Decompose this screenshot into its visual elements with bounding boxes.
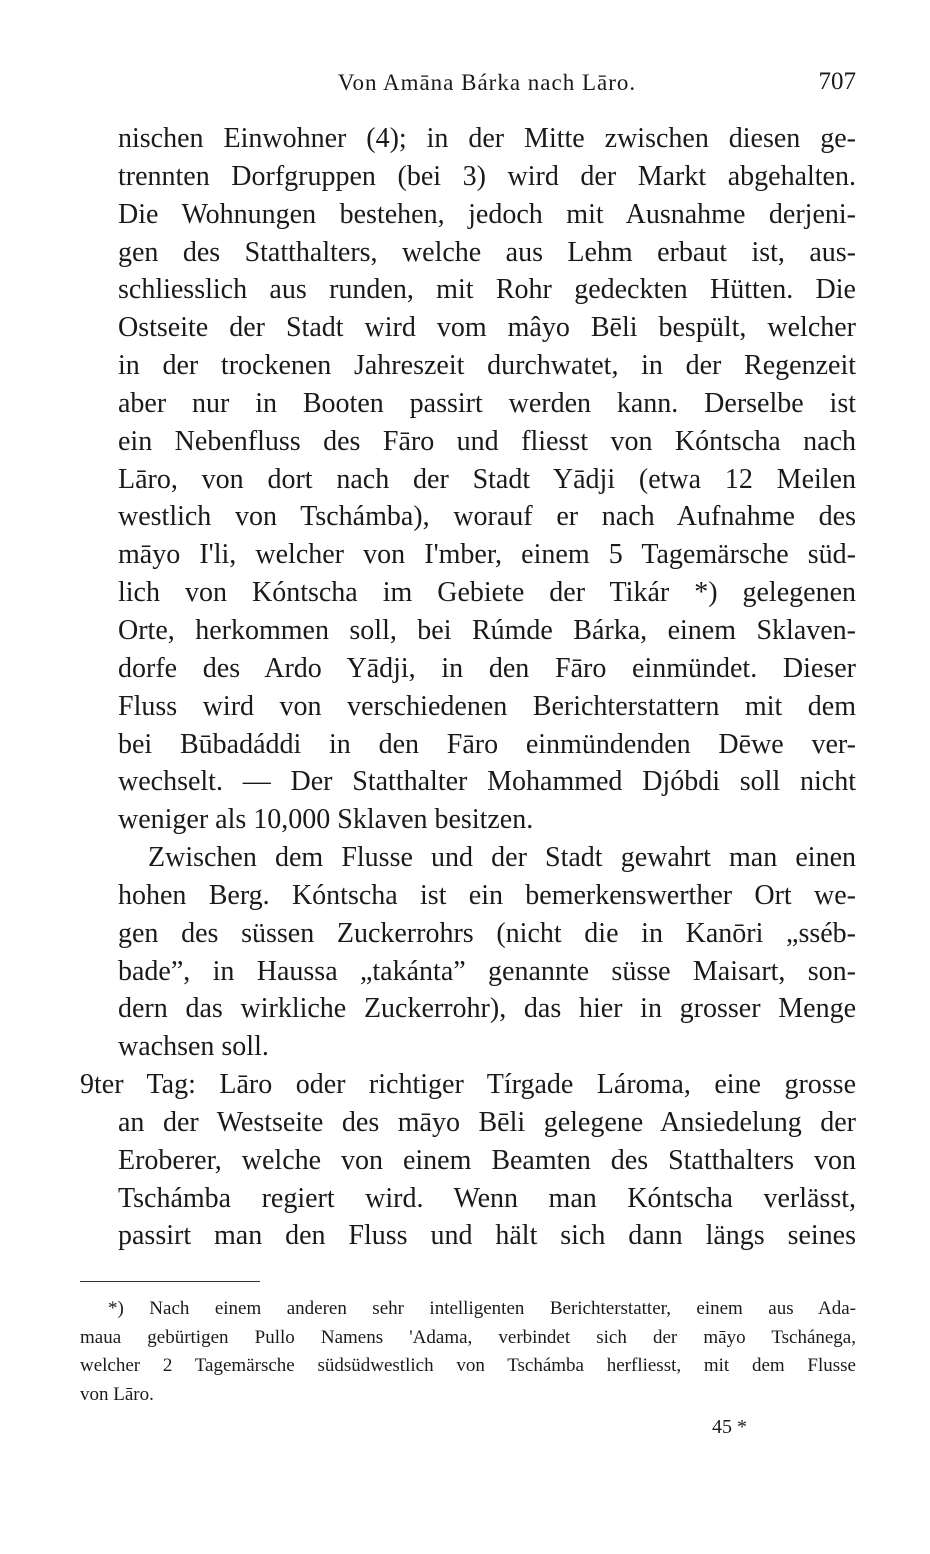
- text-line: dorfe des Ardo Yādji, in den Fāro einmündet. Dieser: [118, 652, 856, 684]
- text-line: Fluss wird von verschiedenen Berichterstattern mit dem: [118, 690, 856, 722]
- text-line: ein Nebenfluss des Fāro und fliesst von Kóntscha nach: [118, 425, 856, 457]
- text-line: in der trockenen Jahreszeit durchwatet, in der Regenzeit: [118, 350, 856, 382]
- footnote: [80, 1295, 856, 1409]
- text-line: wachsen soll.: [118, 1031, 269, 1063]
- text-line: bade”, in Haussa „takánta” genannte süsse Maisart, son-: [118, 955, 856, 987]
- text-line: an der Westseite des māyo Bēli gelegene Ansiedelung der: [118, 1106, 856, 1138]
- text-line: Die Wohnungen bestehen, jedoch mit Ausnahme derjeni-: [118, 198, 856, 230]
- text-line: dern das wirkliche Zuckerrohr), das hier in grosser Menge: [118, 993, 856, 1025]
- text-line: trennten Dorfgruppen (bei 3) wird der Markt abgehalten.: [118, 160, 856, 192]
- text-line: weniger als 10,000 Sklaven besitzen.: [118, 804, 534, 836]
- text-line: māyo I'li, welcher von I'mber, einem 5 Tagemärsche süd-: [118, 539, 856, 571]
- text-line: bei Būbadáddi in den Fāro einmündenden Dēwe ver-: [118, 728, 856, 760]
- footnote-line: maua gebürtigen Pullo Namens 'Adama, verbindet sich der māyo Tschánega,: [80, 1326, 856, 1348]
- main-text: [80, 120, 856, 1255]
- footnote-divider: [80, 1281, 260, 1282]
- text-line: aber nur in Booten passirt werden kann. Derselbe ist: [118, 387, 856, 419]
- text-line: passirt man den Fluss und hält sich dann längs seines: [118, 1220, 856, 1252]
- text-line: gen des süssen Zuckerrohrs (nicht die in Kanōri „sséb-: [118, 917, 856, 949]
- text-line: Tschámba regiert wird. Wenn man Kóntscha verlässt,: [118, 1182, 856, 1214]
- text-line: wechselt. — Der Statthalter Mohammed Djóbdi soll nicht: [118, 766, 856, 798]
- page-number: 707: [818, 68, 856, 95]
- text-line: Orte, herkommen soll, bei Rúmde Bárka, einem Sklaven-: [118, 614, 856, 646]
- text-line: Ostseite der Stadt wird vom mâyo Bēli bespült, welcher: [118, 312, 856, 344]
- page-header: [118, 64, 856, 104]
- footnote-line: *) Nach einem anderen sehr intelligenten Berichterstatter, einem aus Ada-: [108, 1298, 856, 1319]
- running-head: Von Amāna Bárka nach Lāro.: [337, 70, 637, 95]
- text-line: Eroberer, welche von einem Beamten des Statthalters von: [118, 1144, 856, 1176]
- text-line: 9ter Tag: Lāro oder richtiger Tírgade Lároma, eine grosse: [80, 1069, 856, 1101]
- text-line: schliesslich aus runden, mit Rohr gedeckten Hütten. Die: [118, 274, 856, 306]
- footnote-line: von Lāro.: [80, 1383, 154, 1405]
- text-line: gen des Statthalters, welche aus Lehm erbaut ist, aus-: [118, 236, 856, 268]
- text-line: lich von Kóntscha im Gebiete der Tikár *) gelegenen: [118, 577, 856, 609]
- text-line: Lāro, von dort nach der Stadt Yādji (etwa 12 Meilen: [118, 463, 856, 495]
- text-line: nischen Einwohner (4); in der Mitte zwischen diesen ge-: [118, 123, 856, 154]
- text-line: Zwischen dem Flusse und der Stadt gewahrt man einen: [148, 842, 856, 874]
- text-line: hohen Berg. Kóntscha ist ein bemerkenswerther Ort we-: [118, 879, 856, 911]
- signature-mark: 45 *: [712, 1416, 747, 1438]
- footnote-line: welcher 2 Tagemärsche südsüdwestlich von Tschámba herfliesst, mit dem Flusse: [80, 1355, 856, 1376]
- text-line: westlich von Tschámba), worauf er nach Aufnahme des: [118, 501, 856, 533]
